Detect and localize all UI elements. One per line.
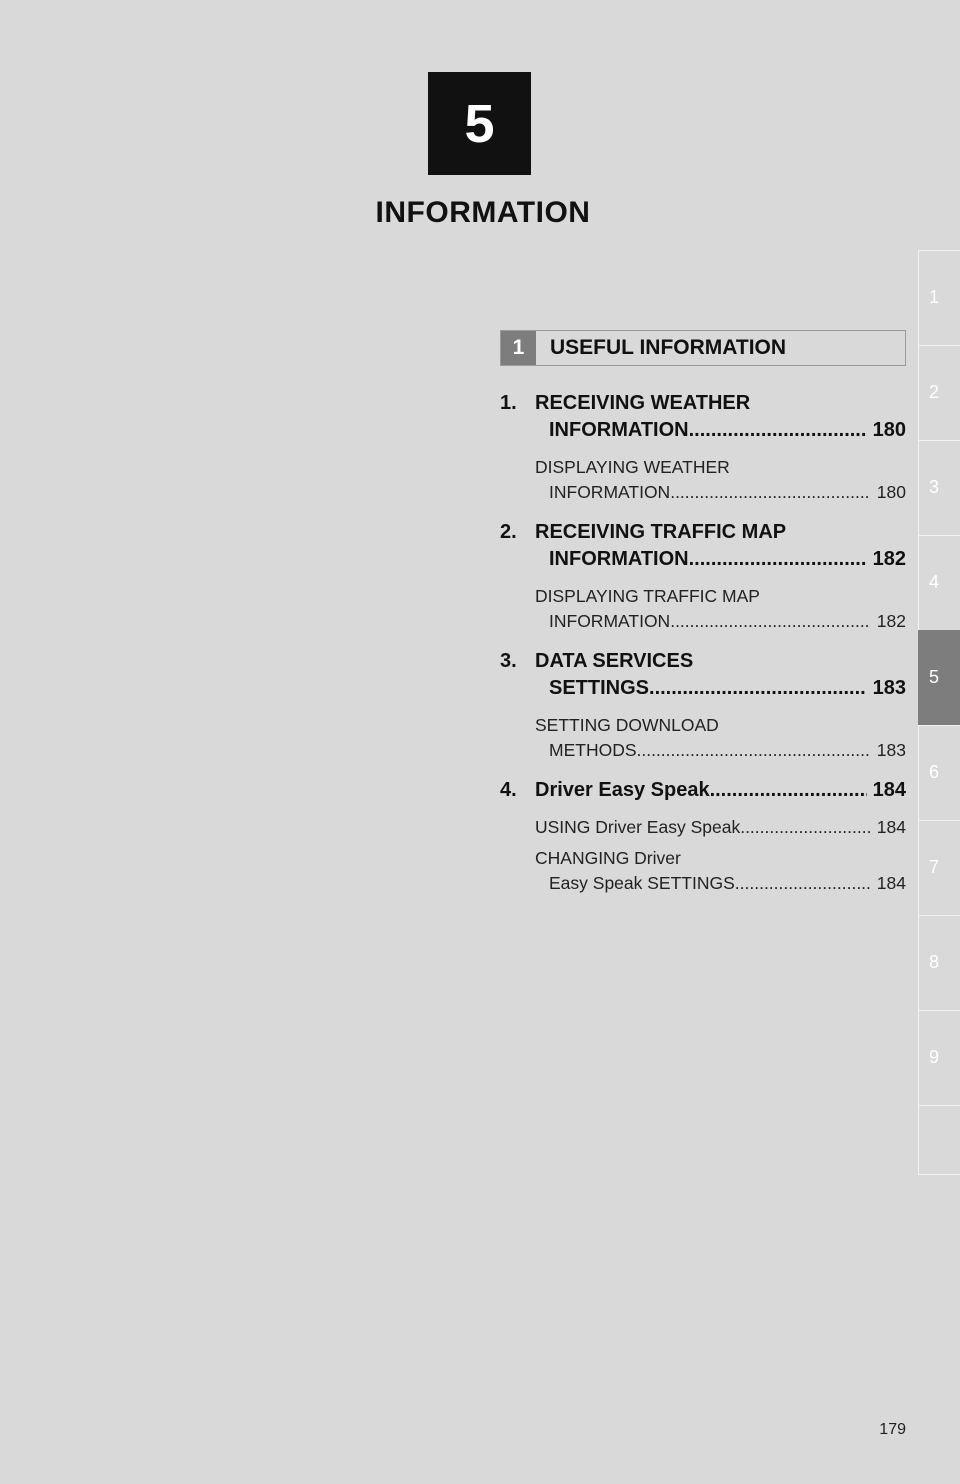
toc-subentry[interactable]: CHANGING Driver Easy Speak SETTINGS ..... 184	[535, 846, 906, 896]
toc-entry-number: 1.	[500, 392, 517, 414]
toc-entry-number: 3.	[500, 650, 517, 672]
table-of-contents	[500, 390, 906, 910]
toc-entry-title: 3. DATA SERVICES SETTINGS ..... 183	[500, 648, 906, 702]
toc-page-number: 180	[876, 482, 906, 502]
section-title: USEFUL INFORMATION	[550, 336, 787, 359]
side-tab-7[interactable]: 7	[918, 820, 960, 915]
toc-subentry[interactable]: SETTING DOWNLOAD METHODS ..... 183	[535, 713, 906, 763]
side-tab-blank	[918, 1105, 960, 1175]
side-tab-2[interactable]: 2	[918, 345, 960, 440]
toc-subentry[interactable]: DISPLAYING TRAFFIC MAP INFORMATION ..... 182	[535, 584, 906, 634]
toc-entry-title: 4. Driver Easy Speak ..... 184	[500, 777, 906, 804]
side-tab-3[interactable]: 3	[918, 440, 960, 535]
toc-page-number: 184	[872, 779, 906, 801]
toc-entry-title: 1. RECEIVING WEATHER INFORMATION ..... 180	[500, 390, 906, 444]
toc-page-number: 184	[876, 817, 906, 837]
page-number: 179	[879, 1421, 906, 1438]
side-tab-9[interactable]: 9	[918, 1010, 960, 1105]
toc-page-number: 182	[872, 548, 906, 570]
side-tab-8[interactable]: 8	[918, 915, 960, 1010]
toc-page-number: 184	[876, 873, 906, 893]
toc-entry[interactable]	[500, 777, 906, 896]
section-number: 1	[501, 331, 536, 365]
toc-entry[interactable]	[500, 648, 906, 763]
toc-subentry[interactable]: DISPLAYING WEATHER INFORMATION ..... 180	[535, 455, 906, 505]
toc-page-number: 182	[876, 611, 906, 631]
toc-page-number: 183	[872, 677, 906, 699]
toc-page-number: 183	[876, 740, 906, 760]
toc-entry-number: 2.	[500, 521, 517, 543]
side-tab-1[interactable]: 1	[918, 250, 960, 345]
toc-entry[interactable]	[500, 390, 906, 505]
chapter-title: INFORMATION	[375, 196, 591, 229]
section-header	[500, 330, 906, 366]
chapter-number: 5	[464, 93, 495, 154]
side-tab-5[interactable]: 5	[918, 630, 960, 725]
toc-entry-number: 4.	[500, 779, 517, 801]
side-tab-4[interactable]: 4	[918, 535, 960, 630]
chapter-side-tabs	[918, 250, 960, 1175]
toc-subentry[interactable]: USING Driver Easy Speak ..... 184	[535, 815, 906, 840]
toc-page-number: 180	[872, 419, 906, 441]
toc-entry-title: 2. RECEIVING TRAFFIC MAP INFORMATION ..... 182	[500, 519, 906, 573]
chapter-number-box	[428, 72, 531, 175]
side-tab-6[interactable]: 6	[918, 725, 960, 820]
toc-entry[interactable]	[500, 519, 906, 634]
